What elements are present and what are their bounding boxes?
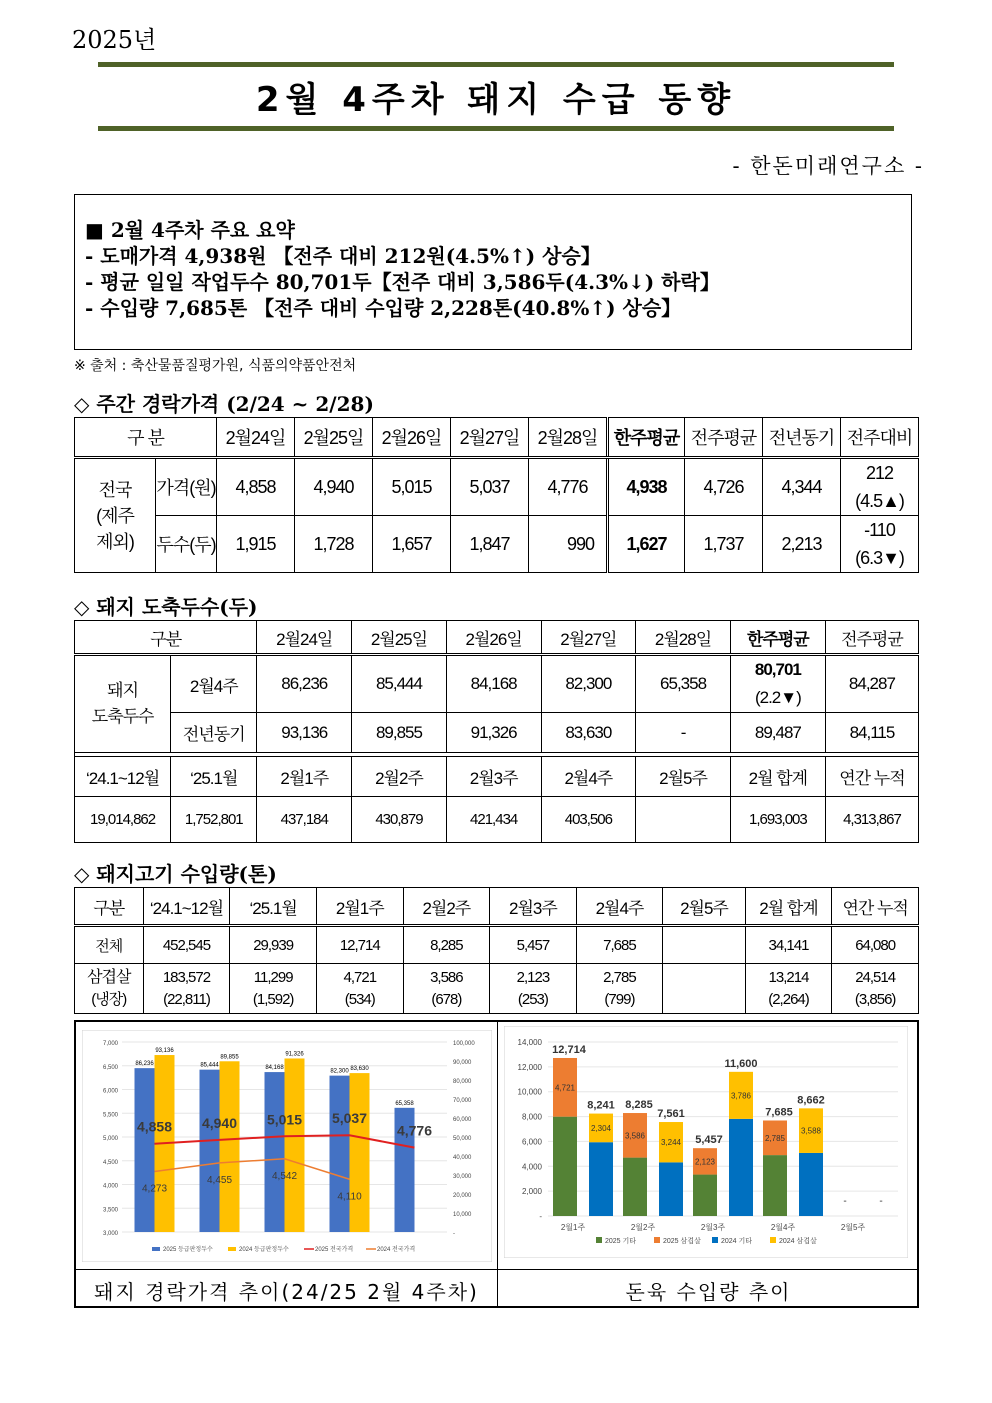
y-left-tick: 7,000 bbox=[102, 1041, 118, 1047]
header-cell: ‘25.1월 bbox=[171, 757, 257, 797]
value-cell: 84,168 bbox=[446, 655, 541, 713]
summary-line: - 도매가격 4,938원 【전주 대비 212원(4.5%↑) 상승】 bbox=[85, 244, 601, 268]
legend-swatch bbox=[712, 1237, 718, 1243]
value-cell: 4,726 bbox=[685, 458, 763, 516]
value-cell: 82,300 bbox=[541, 655, 636, 713]
group-line: 돼지 bbox=[107, 681, 138, 700]
value-cell: 403,506 bbox=[541, 797, 636, 843]
header-cell: 구분 bbox=[75, 621, 257, 655]
value-cell: 5,015 bbox=[373, 458, 451, 516]
y-tick: 6,000 bbox=[521, 1137, 542, 1147]
bar-label-2024: 83,630 bbox=[350, 1066, 369, 1073]
row-label-line: (냉장) bbox=[91, 990, 127, 1008]
y-left-tick: 4,500 bbox=[102, 1159, 118, 1166]
value-cell: 990 bbox=[529, 516, 608, 573]
value-cell bbox=[745, 964, 832, 1014]
y-tick: 2,000 bbox=[521, 1187, 542, 1197]
value-cell: 452,545 bbox=[143, 926, 230, 964]
y-tick: 10,000 bbox=[517, 1087, 542, 1097]
x-tick: 2월1주 bbox=[560, 1223, 586, 1232]
bar-2025-count bbox=[200, 1070, 220, 1232]
total-label-2025: - bbox=[843, 1196, 847, 1207]
bar-label-2025: 65,358 bbox=[395, 1100, 414, 1107]
charts-divider bbox=[497, 1022, 498, 1306]
value-cell: 86,236 bbox=[257, 655, 352, 713]
value-cell: 84,115 bbox=[825, 713, 918, 753]
bar-label-2025: 84,168 bbox=[265, 1065, 284, 1072]
value-cell: 5,037 bbox=[451, 458, 529, 516]
region-line: 전국 bbox=[98, 479, 132, 500]
header-cell: 2월1주 bbox=[257, 757, 352, 797]
value: (22,811) bbox=[163, 990, 210, 1008]
summary-line: - 평균 일일 작업두수 80,701두【전주 대비 3,586두(4.3%↓) 하락】 bbox=[85, 270, 720, 294]
bar-2024-other bbox=[589, 1142, 613, 1216]
legend-label: 2024 삼겹살 bbox=[779, 1238, 817, 1245]
belly-label-2025: 3,586 bbox=[624, 1131, 646, 1141]
header-cell: 2월27일 bbox=[541, 621, 636, 655]
price-label-2024: 4,455 bbox=[206, 1174, 233, 1186]
title-bottom-bar bbox=[98, 126, 894, 131]
section-import-title: ◇ 돼지고기 수입량(톤) bbox=[74, 862, 277, 886]
header-cell: 2월2주 bbox=[403, 888, 490, 926]
summary-heading: ■ 2월 4주차 주요 요약 bbox=[85, 218, 295, 242]
header-cell: 전주대비 bbox=[841, 418, 919, 458]
diff-cell bbox=[841, 516, 919, 573]
total-label-2025: 12,714 bbox=[552, 1043, 586, 1056]
bar-2025-count bbox=[135, 1068, 155, 1232]
value-cell bbox=[663, 964, 745, 1014]
value-cell: 4,858 bbox=[217, 458, 295, 516]
value-cell bbox=[576, 964, 663, 1014]
diff-pct: (6.3▼) bbox=[855, 548, 904, 568]
header-cell: 2월5주 bbox=[663, 888, 745, 926]
header-cell: 2월24일 bbox=[257, 621, 352, 655]
bar-2024-other bbox=[729, 1119, 753, 1216]
value-cell: 8,285 bbox=[403, 926, 490, 964]
y-tick: - bbox=[539, 1212, 542, 1221]
belly-label-2025: 2,123 bbox=[694, 1157, 716, 1167]
header-cell: 한주평균 bbox=[730, 621, 825, 655]
y-left-tick: 3,000 bbox=[102, 1231, 118, 1237]
legend-label: 2025 삼겹살 bbox=[663, 1238, 701, 1245]
value: (253) bbox=[517, 990, 548, 1008]
value-cell: 1,737 bbox=[685, 516, 763, 573]
price-trend-chart bbox=[82, 1030, 492, 1262]
charts-caption-line bbox=[76, 1269, 917, 1270]
legend-label: 2025 기타 bbox=[605, 1238, 637, 1245]
legend-swatch bbox=[654, 1237, 660, 1243]
value-cell: 1,693,003 bbox=[730, 797, 825, 843]
header-cell: 전주평균 bbox=[825, 621, 918, 655]
header-cell: 연간 누적 bbox=[825, 757, 918, 797]
bar-label-2025: 86,236 bbox=[135, 1061, 154, 1068]
y-right-tick: - bbox=[453, 1231, 455, 1237]
bar-2025-count bbox=[330, 1076, 350, 1232]
value-cell: 84,287 bbox=[825, 655, 918, 713]
value: 11,299 bbox=[253, 968, 293, 986]
total-label-2025: 5,457 bbox=[695, 1134, 723, 1147]
y-right-tick: 90,000 bbox=[453, 1060, 472, 1066]
header-cell: ‘25.1월 bbox=[230, 888, 317, 926]
section-price-title: ◇ 주간 경락가격 (2/24 ~ 2/28) bbox=[74, 392, 374, 416]
header-cell: 2월3주 bbox=[490, 888, 577, 926]
header-cell: 2월28일 bbox=[636, 621, 731, 655]
bar-label-2024: 91,326 bbox=[285, 1051, 304, 1058]
page-title: 2월 4주차 돼지 수급 동향 bbox=[255, 80, 737, 120]
value: (799) bbox=[604, 990, 635, 1008]
value: 183,572 bbox=[162, 968, 211, 986]
header-cell: ‘24.1~12월 bbox=[143, 888, 230, 926]
value-cell: 89,855 bbox=[352, 713, 447, 753]
value-cell bbox=[663, 926, 745, 964]
bar-label-2024: 93,136 bbox=[155, 1048, 174, 1055]
price-table bbox=[74, 417, 919, 573]
header-cell: 2월2주 bbox=[352, 757, 447, 797]
bar-2024-count bbox=[350, 1073, 370, 1232]
value-cell: - bbox=[636, 713, 731, 753]
value: (1,592) bbox=[252, 990, 294, 1008]
value: 2,785 bbox=[603, 968, 636, 986]
value-cell: 4,313,867 bbox=[825, 797, 918, 843]
value: (534) bbox=[344, 990, 375, 1008]
belly-label-2024: 3,588 bbox=[800, 1126, 822, 1136]
header-cell: 2월 합계 bbox=[745, 888, 832, 926]
header-cell: 2월28일 bbox=[529, 418, 608, 458]
region-line: 제외) bbox=[96, 531, 134, 552]
header-cell: 구분 bbox=[75, 888, 144, 926]
y-right-tick: 70,000 bbox=[453, 1098, 472, 1104]
value-cell: 93,136 bbox=[257, 713, 352, 753]
header-cell: 2월27일 bbox=[451, 418, 529, 458]
diff-value: -110 bbox=[864, 520, 895, 540]
value-cell: 85,444 bbox=[352, 655, 447, 713]
value: 4,721 bbox=[343, 968, 377, 986]
value-cell: 430,879 bbox=[352, 797, 447, 843]
charts-box bbox=[74, 1020, 919, 1308]
organization: - 한돈미래연구소 - bbox=[732, 154, 924, 178]
value-cell: 2,213 bbox=[763, 516, 841, 573]
y-tick: 14,000 bbox=[517, 1038, 542, 1047]
total-label-2024: - bbox=[879, 1196, 883, 1207]
summary-box bbox=[74, 194, 912, 350]
y-left-tick: 6,500 bbox=[102, 1064, 118, 1071]
belly-label-2025: 4,721 bbox=[554, 1083, 576, 1093]
belly-label-2025: 2,785 bbox=[764, 1133, 786, 1143]
value-cell: 91,326 bbox=[446, 713, 541, 753]
y-left-tick: 5,500 bbox=[102, 1112, 118, 1119]
value-cell bbox=[490, 964, 577, 1014]
value-cell: 4,776 bbox=[529, 458, 608, 516]
value-cell bbox=[316, 964, 403, 1014]
y-right-tick: 30,000 bbox=[453, 1174, 472, 1180]
y-right-tick: 80,000 bbox=[453, 1079, 472, 1085]
bar-2024-count bbox=[220, 1061, 240, 1232]
header-cell: 2월26일 bbox=[373, 418, 451, 458]
total-label-2024: 7,561 bbox=[657, 1108, 685, 1121]
row-label: 가격(원) bbox=[156, 458, 217, 516]
legend-swatch bbox=[770, 1237, 776, 1243]
header-cell: 전주평균 bbox=[685, 418, 763, 458]
header-cell: 2월24일 bbox=[217, 418, 295, 458]
row-label: 두수(두) bbox=[156, 516, 217, 573]
diff-cell bbox=[841, 458, 919, 516]
chart2-caption: 돈육 수입량 추이 bbox=[625, 1280, 792, 1304]
value-cell: 1,847 bbox=[451, 516, 529, 573]
value-cell: 1,657 bbox=[373, 516, 451, 573]
legend-swatch bbox=[152, 1247, 160, 1251]
price-label-2024: 4,273 bbox=[141, 1183, 168, 1195]
row-label: 전년동기 bbox=[171, 713, 257, 753]
legend-label: 2024 기타 bbox=[721, 1238, 753, 1245]
region-cell bbox=[75, 458, 156, 573]
value: 13,214 bbox=[768, 968, 809, 986]
value-cell: 29,939 bbox=[230, 926, 317, 964]
value: (678) bbox=[431, 990, 462, 1008]
header-cell: 전년동기 bbox=[763, 418, 841, 458]
title-top-bar bbox=[98, 62, 894, 67]
value-cell: 89,487 bbox=[730, 713, 825, 753]
import-table bbox=[74, 887, 919, 1014]
x-tick: 2월3주 bbox=[700, 1223, 726, 1232]
value-cell: 7,685 bbox=[576, 926, 663, 964]
header-cell: 구 분 bbox=[75, 418, 217, 458]
bar-label-2024: 89,855 bbox=[220, 1054, 239, 1061]
bar-2025-other bbox=[693, 1175, 717, 1216]
value: 3,586 bbox=[430, 968, 463, 986]
legend-label: 2025 전국가격 bbox=[315, 1247, 354, 1253]
row-label bbox=[75, 964, 144, 1014]
value: (3,856) bbox=[854, 990, 896, 1008]
value-cell: 1,915 bbox=[217, 516, 295, 573]
bar-2024-other bbox=[799, 1153, 823, 1216]
header-cell: ‘24.1~12월 bbox=[75, 757, 171, 797]
header-cell: 2월26일 bbox=[446, 621, 541, 655]
belly-label-2024: 3,786 bbox=[730, 1091, 752, 1101]
avg-cell bbox=[730, 655, 825, 713]
year-label: 2025년 bbox=[72, 26, 157, 54]
value: 2,123 bbox=[516, 968, 550, 986]
x-tick: 2월5주 bbox=[840, 1223, 866, 1232]
header-cell: 2월 합계 bbox=[730, 757, 825, 797]
bar-label-2025: 85,444 bbox=[200, 1062, 219, 1069]
bar-label-2025: 82,300 bbox=[330, 1068, 349, 1075]
bar-2025-other bbox=[763, 1155, 787, 1216]
y-right-tick: 60,000 bbox=[453, 1117, 472, 1123]
region-line: (제주 bbox=[96, 505, 134, 526]
x-tick: 2월2주 bbox=[630, 1223, 656, 1232]
header-cell: 2월1주 bbox=[316, 888, 403, 926]
y-left-tick: 3,500 bbox=[102, 1207, 118, 1214]
value-cell: 5,457 bbox=[490, 926, 577, 964]
bar-2024-other bbox=[659, 1162, 683, 1216]
chart1-caption: 돼지 경락가격 추이(24/25 2월 4주차) bbox=[94, 1280, 479, 1304]
price-label-2025: 4,858 bbox=[136, 1118, 173, 1135]
value-cell: 64,080 bbox=[832, 926, 919, 964]
price-label-2025: 5,015 bbox=[266, 1111, 303, 1128]
y-right-tick: 10,000 bbox=[453, 1212, 472, 1218]
price-label-2025: 5,037 bbox=[331, 1110, 368, 1127]
value-cell: 1,627 bbox=[608, 516, 685, 573]
price-label-2025: 4,776 bbox=[396, 1122, 433, 1139]
value-cell: 65,358 bbox=[636, 655, 731, 713]
legend-swatch bbox=[228, 1247, 236, 1251]
legend-swatch bbox=[596, 1237, 602, 1243]
belly-label-2024: 3,244 bbox=[660, 1138, 682, 1148]
price-label-2025: 4,940 bbox=[201, 1114, 238, 1131]
value: (2,264) bbox=[768, 990, 809, 1008]
bar-2025-other bbox=[623, 1158, 647, 1216]
header-cell: 2월4주 bbox=[541, 757, 636, 797]
group-cell bbox=[75, 655, 171, 753]
header-cell: 2월25일 bbox=[295, 418, 373, 458]
y-tick: 12,000 bbox=[517, 1062, 542, 1072]
import-trend-chart bbox=[504, 1026, 908, 1258]
value-cell bbox=[403, 964, 490, 1014]
diff-pct: (4.5▲) bbox=[855, 491, 904, 511]
value-cell: 83,630 bbox=[541, 713, 636, 753]
total-label-2024: 8,241 bbox=[587, 1099, 615, 1112]
y-right-tick: 100,000 bbox=[453, 1041, 475, 1047]
value-cell bbox=[636, 797, 731, 843]
belly-label-2024: 2,304 bbox=[590, 1123, 612, 1133]
total-label-2025: 7,685 bbox=[765, 1106, 793, 1119]
price-label-2024: 4,542 bbox=[271, 1170, 298, 1182]
value-cell: 4,940 bbox=[295, 458, 373, 516]
y-right-tick: 50,000 bbox=[453, 1136, 472, 1142]
diff-value: 212 bbox=[865, 463, 894, 483]
value-cell bbox=[832, 964, 919, 1014]
y-right-tick: 40,000 bbox=[453, 1155, 472, 1161]
y-left-tick: 6,000 bbox=[102, 1088, 118, 1095]
value-cell bbox=[143, 964, 230, 1014]
summary-line: - 수입량 7,685톤 【전주 대비 수입량 2,228톤(40.8%↑) 상승】 bbox=[85, 296, 682, 320]
row-label-line: 삼겹살 bbox=[87, 968, 131, 986]
header-cell: 2월25일 bbox=[352, 621, 447, 655]
price-label-2024: 4,110 bbox=[337, 1191, 362, 1203]
value-cell: 1,728 bbox=[295, 516, 373, 573]
value-cell: 12,714 bbox=[316, 926, 403, 964]
legend-label: 2024 등급판정두수 bbox=[239, 1247, 289, 1253]
y-left-tick: 4,000 bbox=[102, 1183, 118, 1190]
legend-label: 2024 전국가격 bbox=[377, 1247, 416, 1253]
total-label-2024: 8,662 bbox=[797, 1094, 825, 1107]
bar-2025-count bbox=[265, 1072, 285, 1232]
y-tick: 4,000 bbox=[521, 1162, 542, 1172]
header-cell: 2월5주 bbox=[636, 757, 731, 797]
bar-2024-count bbox=[285, 1058, 305, 1232]
total-label-2024: 11,600 bbox=[724, 1057, 758, 1070]
header-cell: 한주평균 bbox=[608, 418, 685, 458]
header-cell: 2월4주 bbox=[576, 888, 663, 926]
header-cell: 2월3주 bbox=[446, 757, 541, 797]
source-note: ※ 출처 : 축산물품질평가원, 식품의약품안전처 bbox=[74, 358, 357, 374]
legend-label: 2025 등급판정두수 bbox=[163, 1247, 213, 1253]
value-cell: 4,344 bbox=[763, 458, 841, 516]
value-cell bbox=[230, 964, 317, 1014]
slaughter-table bbox=[74, 620, 919, 843]
value-cell: 19,014,862 bbox=[75, 797, 171, 843]
x-tick: 2월4주 bbox=[770, 1223, 796, 1232]
value-cell: 1,752,801 bbox=[171, 797, 257, 843]
bar-2025-other bbox=[553, 1117, 577, 1216]
value-cell: 437,184 bbox=[257, 797, 352, 843]
row-label: 전체 bbox=[75, 926, 144, 964]
value-cell: 4,938 bbox=[608, 458, 685, 516]
y-tick: 8,000 bbox=[521, 1112, 542, 1122]
y-left-tick: 5,000 bbox=[102, 1136, 118, 1142]
section-slaughter-title: ◇ 돼지 도축두수(두) bbox=[74, 595, 258, 619]
value-cell: 421,434 bbox=[446, 797, 541, 843]
y-right-tick: 20,000 bbox=[453, 1193, 472, 1199]
group-line: 도축두수 bbox=[91, 707, 154, 726]
total-label-2025: 8,285 bbox=[625, 1099, 653, 1112]
value-cell: 34,141 bbox=[745, 926, 832, 964]
avg-value: 80,701 bbox=[754, 660, 801, 679]
avg-change: (2.2▼) bbox=[754, 688, 801, 707]
header-cell: 연간 누적 bbox=[832, 888, 919, 926]
value: 24,514 bbox=[855, 968, 896, 986]
row-label: 2월4주 bbox=[171, 655, 257, 713]
